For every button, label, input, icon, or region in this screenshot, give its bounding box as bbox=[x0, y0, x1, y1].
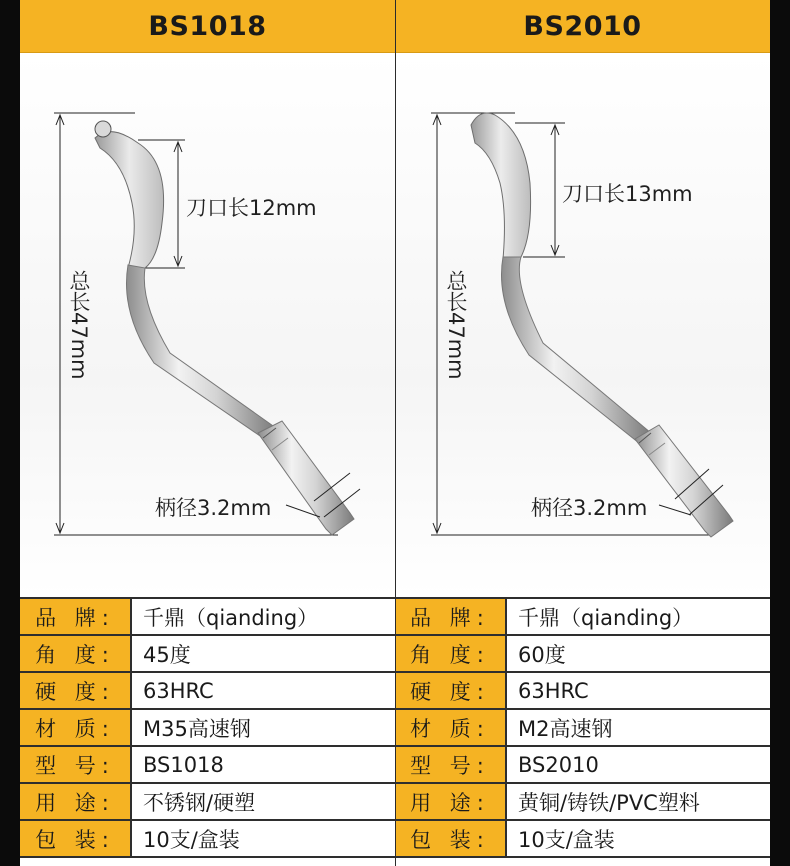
blade-length-label: 刀口长13mm bbox=[562, 182, 693, 206]
spec-value: 63HRC bbox=[506, 672, 770, 709]
spec-label: 硬 度: bbox=[395, 672, 506, 709]
spec-row bbox=[395, 672, 770, 709]
shank-diameter-label: 柄径3.2mm bbox=[531, 496, 648, 520]
product-title: BS2010 bbox=[395, 0, 770, 53]
total-length-label: 总长47mm bbox=[444, 270, 468, 380]
product-title: BS1018 bbox=[20, 0, 395, 53]
spec-label: 型 号: bbox=[20, 746, 131, 783]
spec-row bbox=[395, 783, 770, 820]
spec-row bbox=[395, 598, 770, 635]
comparison-sheet bbox=[20, 0, 770, 866]
spec-row bbox=[20, 783, 395, 820]
spec-label: 角 度: bbox=[395, 635, 506, 672]
spec-value: 黄铜/铸铁/PVC塑料 bbox=[506, 783, 770, 820]
total-length-label: 总长47mm bbox=[67, 270, 91, 380]
product-column-bs1018 bbox=[20, 0, 395, 866]
spec-label: 硬 度: bbox=[20, 672, 131, 709]
spec-label: 用 途: bbox=[395, 783, 506, 820]
blade-shaft bbox=[126, 265, 276, 438]
spec-row bbox=[395, 820, 770, 857]
blade-edge bbox=[471, 113, 531, 259]
blade-length-label: 刀口长12mm bbox=[186, 196, 317, 220]
spec-value: BS2010 bbox=[506, 746, 770, 783]
spec-row bbox=[20, 598, 395, 635]
spec-value: 不锈钢/硬塑 bbox=[131, 783, 395, 820]
spec-row bbox=[20, 635, 395, 672]
spec-value: 10支/盒装 bbox=[506, 820, 770, 857]
spec-value: M2高速钢 bbox=[506, 709, 770, 746]
spec-row bbox=[20, 746, 395, 783]
spec-label: 包 装: bbox=[20, 820, 131, 857]
spec-label: 材 质: bbox=[20, 709, 131, 746]
product-illustration bbox=[395, 53, 770, 597]
spec-label: 品 牌: bbox=[395, 598, 506, 635]
spec-row bbox=[395, 635, 770, 672]
spec-row bbox=[20, 672, 395, 709]
spec-row bbox=[20, 709, 395, 746]
blade-tip bbox=[95, 121, 111, 137]
shank-diameter-label: 柄径3.2mm bbox=[155, 496, 272, 520]
spec-label: 材 质: bbox=[395, 709, 506, 746]
spec-table bbox=[395, 597, 770, 858]
blade-edge bbox=[95, 132, 164, 268]
spec-label: 角 度: bbox=[20, 635, 131, 672]
product-column-bs2010 bbox=[395, 0, 770, 866]
spec-value: BS1018 bbox=[131, 746, 395, 783]
blade-shaft bbox=[501, 257, 651, 443]
spec-label: 型 号: bbox=[395, 746, 506, 783]
blade-handle bbox=[635, 425, 733, 537]
spec-value: 63HRC bbox=[131, 672, 395, 709]
spec-label: 用 途: bbox=[20, 783, 131, 820]
blade-handle bbox=[258, 421, 354, 535]
spec-value: 10支/盒装 bbox=[131, 820, 395, 857]
product-illustration bbox=[20, 53, 395, 597]
spec-row bbox=[395, 746, 770, 783]
spec-value: 60度 bbox=[506, 635, 770, 672]
spec-table bbox=[20, 597, 395, 858]
spec-value: 千鼎（qianding） bbox=[506, 598, 770, 635]
spec-label: 品 牌: bbox=[20, 598, 131, 635]
spec-value: M35高速钢 bbox=[131, 709, 395, 746]
spec-label: 包 装: bbox=[395, 820, 506, 857]
spec-value: 千鼎（qianding） bbox=[131, 598, 395, 635]
spec-row bbox=[20, 820, 395, 857]
column-divider bbox=[395, 0, 396, 866]
spec-row bbox=[395, 709, 770, 746]
spec-value: 45度 bbox=[131, 635, 395, 672]
